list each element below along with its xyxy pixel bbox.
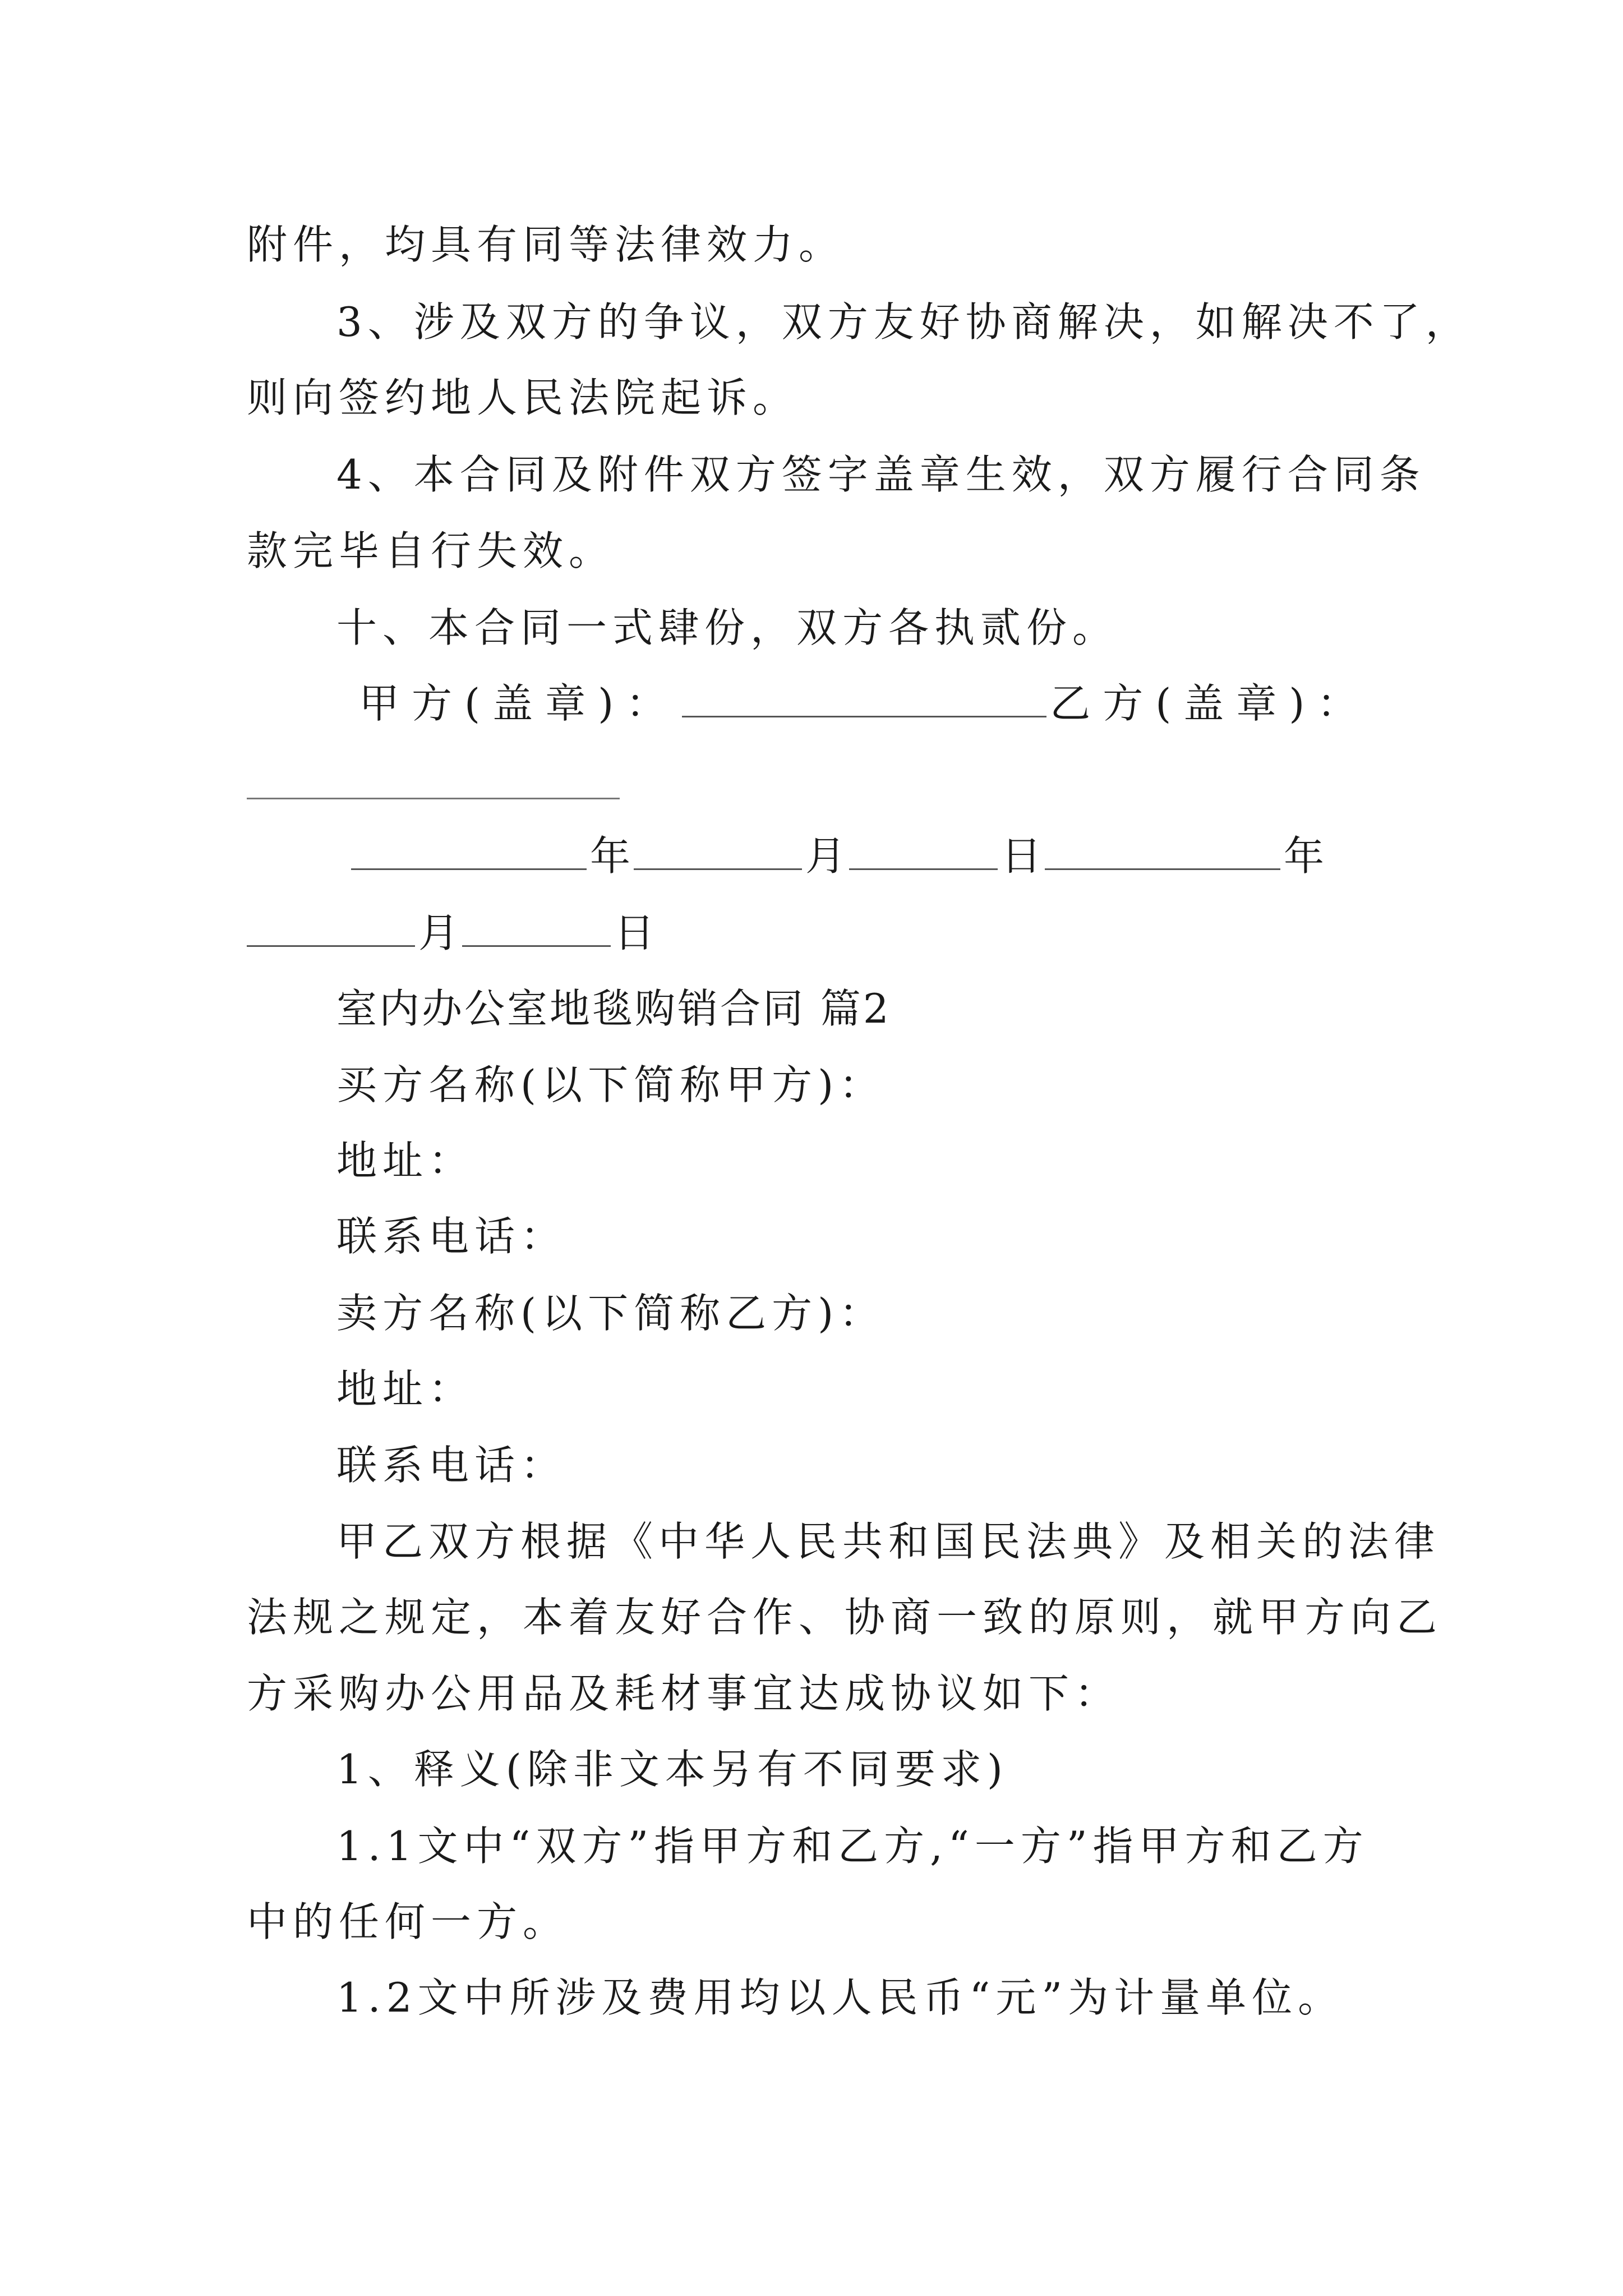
- date-row-continued: [247, 909, 655, 956]
- month-label: 月: [418, 909, 459, 956]
- preamble-line-1: 甲乙双方根据《中华人民共和国民法典》及相关的法律: [336, 1518, 1441, 1565]
- party-b-month-blank: [247, 945, 415, 947]
- party-a-year-blank: [351, 868, 587, 870]
- preamble-line-3: 方采购办公用品及耗材事宜达成协议如下：: [247, 1670, 1121, 1717]
- definition-1-1-line-1: 1.1文中“双方”指甲方和乙方,“一方”指甲方和乙方: [336, 1823, 1369, 1870]
- definition-heading: 1、释义(除非文本另有不同要求): [336, 1746, 1008, 1793]
- definition-1-1-line-2: 中的任何一方。: [247, 1898, 569, 1945]
- definition-1-2-line: 1.2文中所涉及费用均以人民币“元”为计量单位。: [336, 1974, 1344, 2021]
- party-b-day-blank: [462, 945, 611, 947]
- party-a-day-blank: [849, 868, 998, 870]
- clause-4-line-1: 4、本合同及附件双方签字盖章生效，双方履行合同条: [336, 451, 1426, 498]
- paragraph-line: 附件，均具有同等法律效力。: [247, 221, 845, 268]
- buyer-phone-field: 联系电话：: [336, 1213, 567, 1260]
- seller-address-field: 地址：: [336, 1365, 475, 1412]
- party-a-month-blank: [634, 868, 802, 870]
- clause-4-line-2: 款完毕自行失效。: [247, 527, 615, 574]
- year-label: 年: [590, 832, 631, 880]
- party-b-seal-blank: [247, 798, 620, 799]
- day-label: 日: [1001, 832, 1042, 880]
- seller-name-field: 卖方名称(以下简称乙方)：: [336, 1290, 886, 1337]
- party-a-seal-blank: [682, 715, 1046, 717]
- year-label: 年: [1284, 832, 1325, 880]
- signature-row: [359, 680, 1370, 727]
- clause-3-line-1: 3、涉及双方的争议，双方友好协商解决，如解决不了，: [336, 298, 1472, 346]
- clause-10-line: 十、本合同一式肆份，双方各执贰份。: [336, 604, 1119, 651]
- section-title: 室内办公室地毯购销合同 篇2: [336, 985, 891, 1032]
- buyer-name-field: 买方名称(以下简称甲方)：: [336, 1061, 886, 1108]
- clause-3-line-2: 则向签约地人民法院起诉。: [247, 374, 799, 421]
- seller-phone-field: 联系电话：: [336, 1442, 567, 1489]
- date-row: [348, 832, 1325, 880]
- preamble-line-2: 法规之规定，本着友好合作、协商一致的原则，就甲方向乙: [247, 1594, 1443, 1641]
- party-b-year-blank: [1045, 868, 1280, 870]
- party-a-seal-label: 甲方(盖章)：: [359, 680, 679, 727]
- buyer-address-field: 地址：: [336, 1137, 475, 1184]
- party-b-seal-label: 乙方(盖章)：: [1050, 680, 1370, 727]
- day-label: 日: [614, 909, 655, 956]
- month-label: 月: [805, 832, 846, 880]
